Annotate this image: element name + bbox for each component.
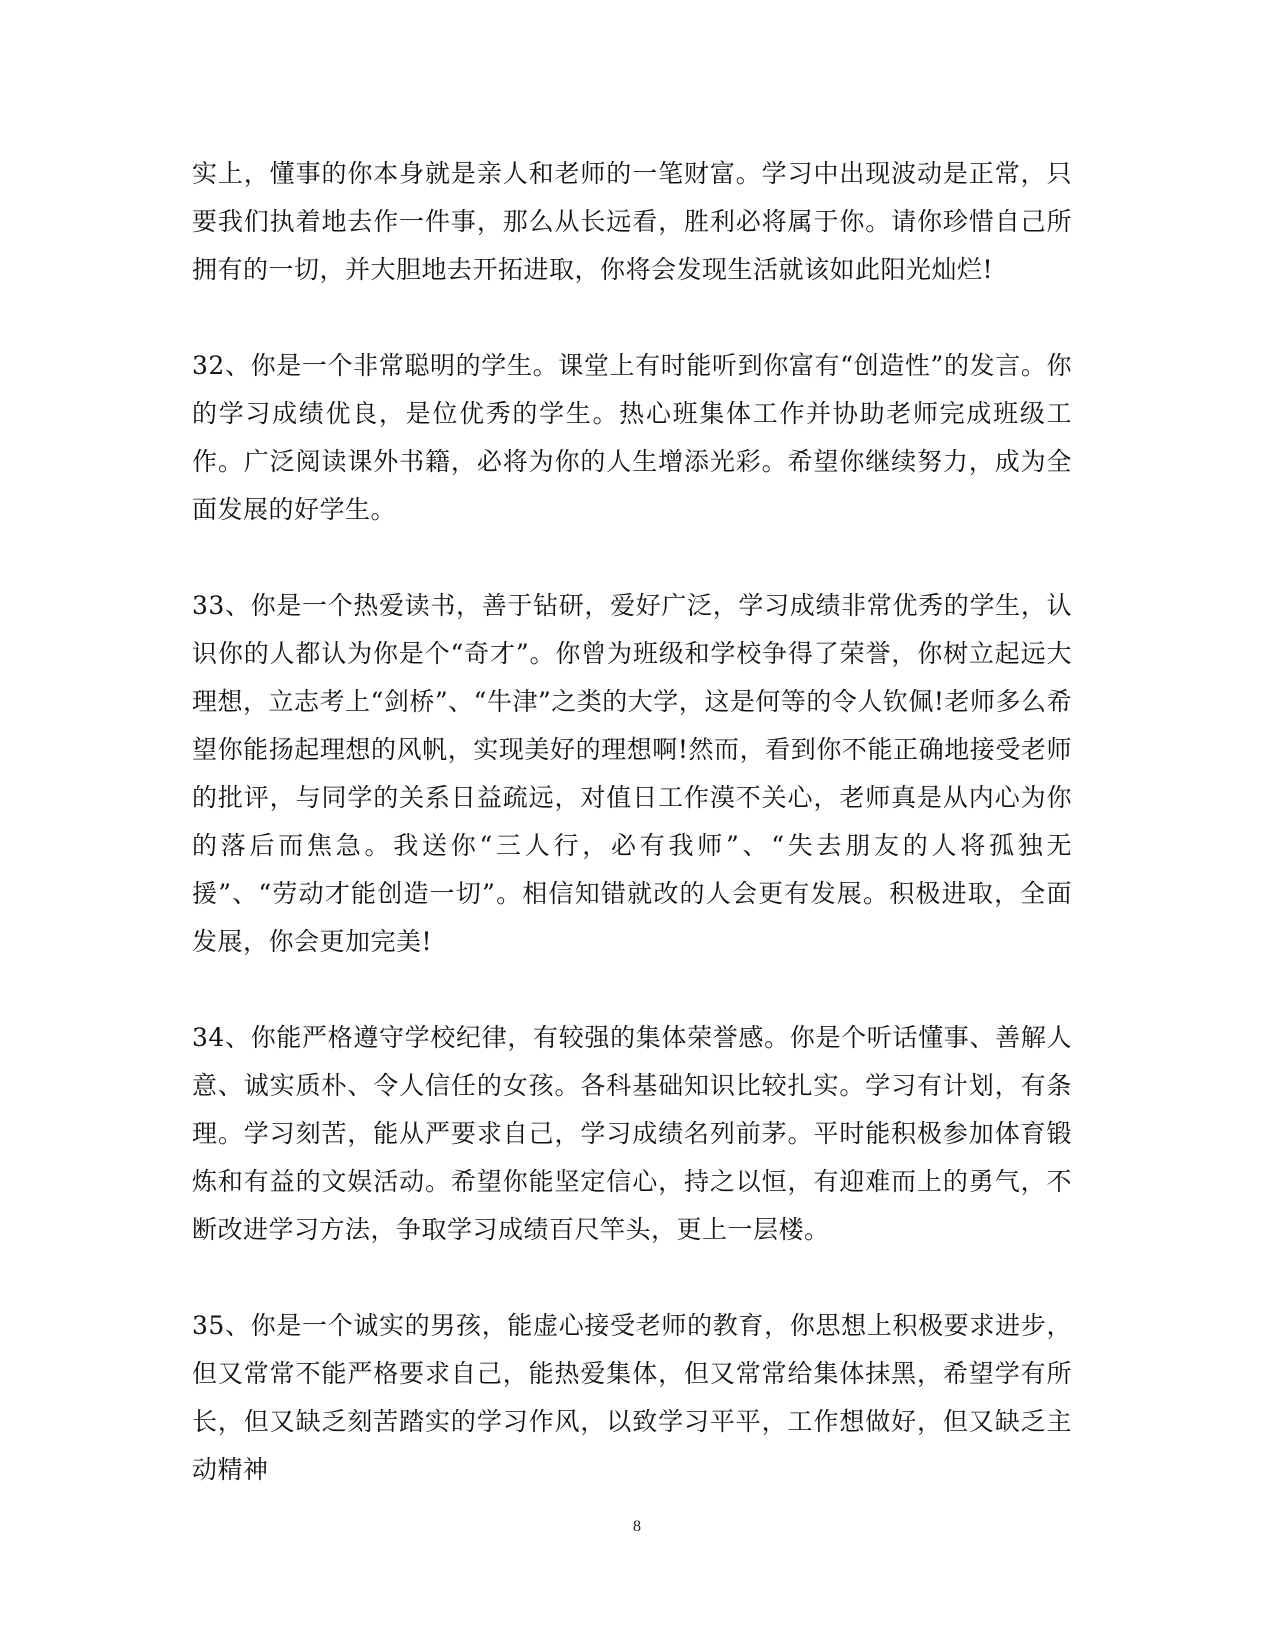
paragraph-34: 34、你能严格遵守学校纪律，有较强的集体荣誉感。你是个听话懂事、善解人意、诚实质朴、令人信任的女孩。各科基础知识比较扎实。学习有计划，有条理。学习刻苦，能从严要求自己，学习成绩名列前茅。平时能积极参加体育锻炼和有益的文娱活动。希望你能坚定信心，持之以恒，有迎难而上的勇气，不断改进学习方法，争取学习成绩百尺竿头，更上一层楼。 (192, 1023, 1072, 1244)
paragraph-33: 33、你是一个热爱读书，善于钻研，爱好广泛，学习成绩非常优秀的学生，认识你的人都认为你是个“奇才”。你曾为班级和学校争得了荣誉，你树立起远大理想，立志考上“剑桥”、“牛津”之类的大学，这是何等的令人钦佩!老师多么希望你能扬起理想的风帆，实现美好的理想啊!然而，看到你不能正确地接受老师的批评，与同学的关系日益疏远，对值日工作漠不关心，老师真是从内心为你的落后而焦急。我送你“三人行，必有我师”、“失去朋友的人将孤独无援”、“劳动才能创造一切”。相信知错就改的人会更有发展。积极进取，全面发展，你会更加完美! (192, 591, 1072, 956)
paragraph-32: 32、你是一个非常聪明的学生。课堂上有时能听到你富有“创造性”的发言。你的学习成绩优良，是位优秀的学生。热心班集体工作并协助老师完成班级工作。广泛阅读课外书籍，必将为你的人生增添光彩。希望你继续努力，成为全面发展的好学生。 (192, 351, 1072, 524)
body-text (192, 150, 1072, 1542)
page-number: 8 (633, 1518, 641, 1535)
paragraph-continuation: 实上，懂事的你本身就是亲人和老师的一笔财富。学习中出现波动是正常，只要我们执着地去作一件事，那么从长远看，胜利必将属于你。请你珍惜自己所拥有的一切，并大胆地去开拓进取，你将会发现生活就该如此阳光灿烂! (192, 159, 1072, 284)
paragraph-35: 35、你是一个诚实的男孩，能虚心接受老师的教育，你思想上积极要求进步，但又常常不能严格要求自己，能热爱集体，但又常常给集体抹黑，希望学有所长，但又缺乏刻苦踏实的学习作风，以致学习平平，工作想做好，但又缺乏主动精神 (192, 1311, 1072, 1484)
